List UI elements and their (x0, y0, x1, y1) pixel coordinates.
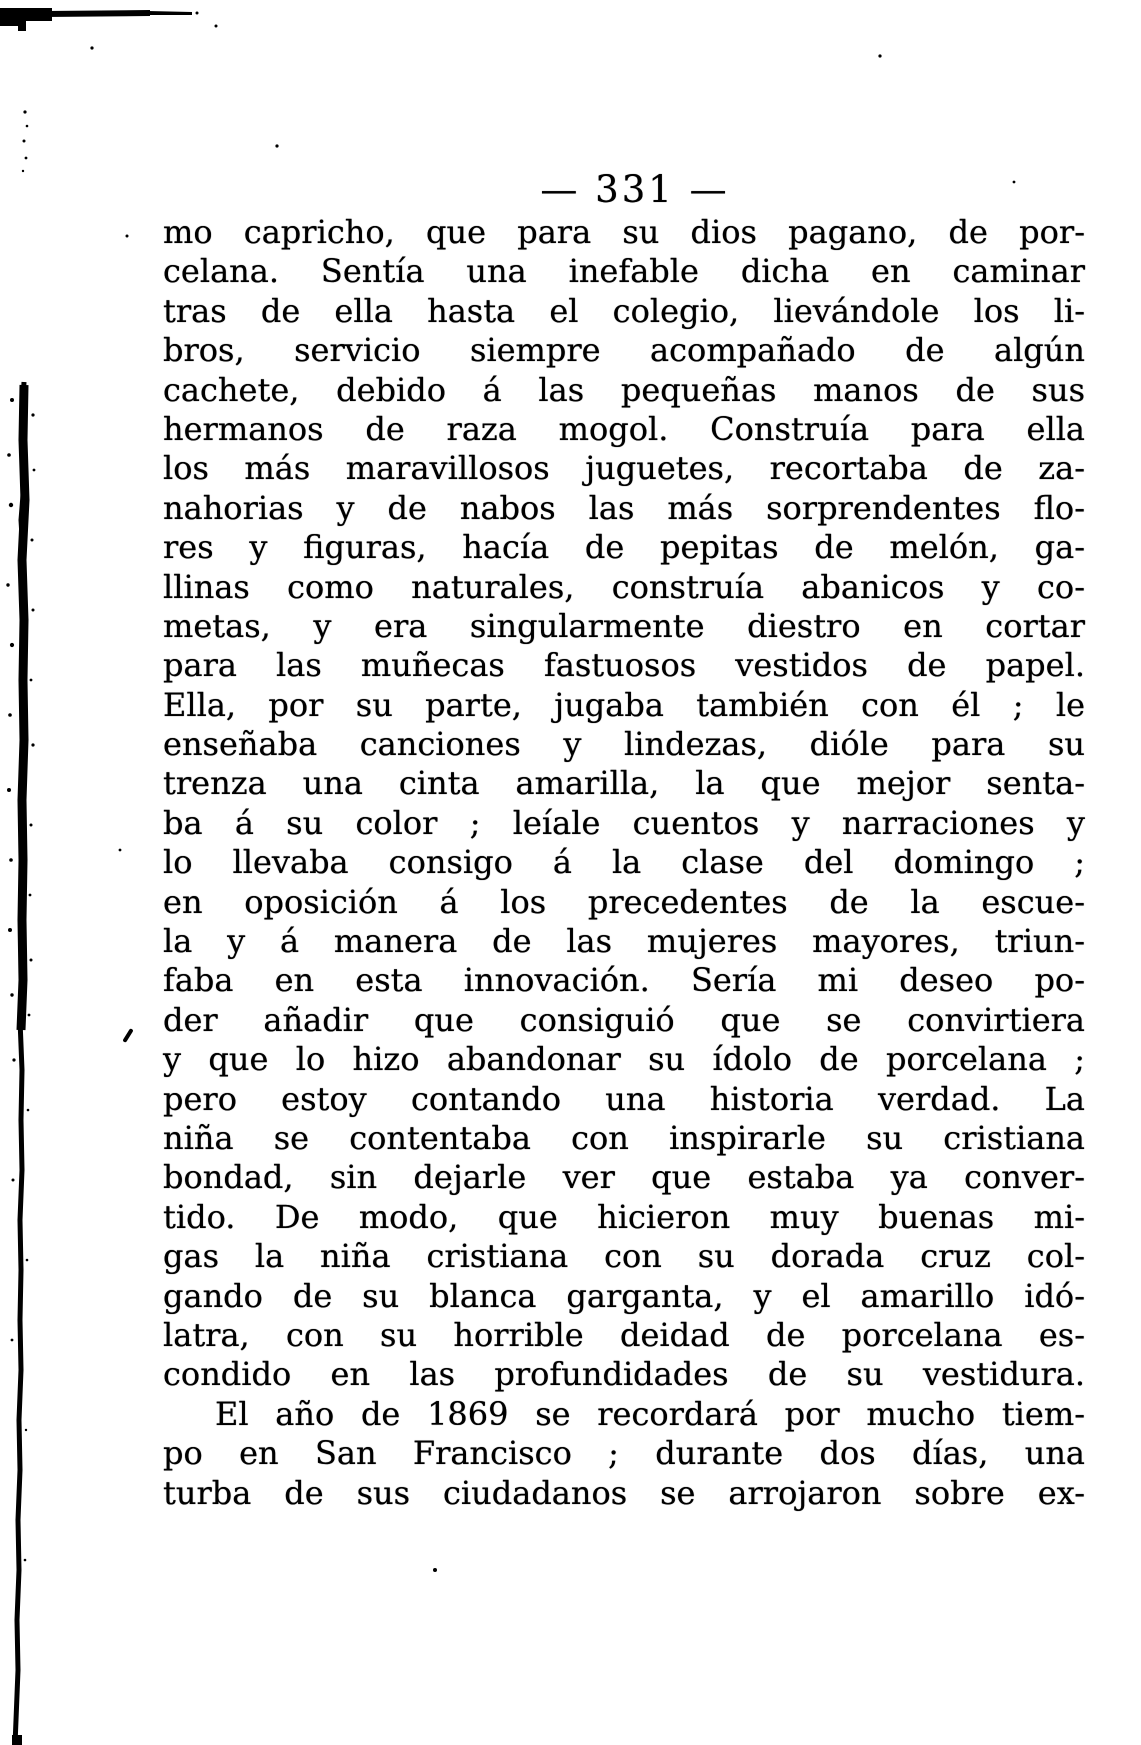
binding-shadow-artifact (6, 382, 35, 1745)
text-line: niña se contentaba con inspirarle su cristiana (163, 1118, 1085, 1157)
text-line: llinas como naturales, construía abanicos y co- (163, 567, 1085, 606)
text-line: Ella, por su parte, jugaba también con él ; le (163, 685, 1085, 724)
text-line: enseñaba canciones y lindezas, dióle para su (163, 725, 1085, 764)
text-line: metas, y era singularmente diestro en cortar (163, 606, 1085, 645)
text-line: en oposición á los precedentes de la escue- (163, 882, 1085, 921)
stray-apostrophe-mark (122, 1028, 133, 1043)
text-line: res y figuras, hacía de pepitas de melón, ga- (163, 528, 1085, 567)
text-line: gas la niña cristiana con su dorada cruz col- (163, 1237, 1085, 1276)
text-line: bros, servicio siempre acompañado de algún (163, 331, 1085, 370)
text-line: faba en esta innovación. Sería mi deseo po- (163, 961, 1085, 1000)
text-line: y que lo hizo abandonar su ídolo de porcelana ; (163, 1040, 1085, 1079)
text-line: El año de 1869 se recordará por mucho tiem- (215, 1394, 1085, 1433)
text-line: turba de sus ciudadanos se arrojaron sobre ex- (163, 1473, 1085, 1512)
text-line: mo capricho, que para su dios pagano, de por- (163, 213, 1085, 251)
text-line: los más maravillosos juguetes, recortaba de za- (163, 449, 1085, 488)
text-line: para las muñecas fastuosos vestidos de papel. (163, 646, 1085, 685)
text-line: trenza una cinta amarilla, la que mejor senta- (163, 764, 1085, 803)
text-line: gando de su blanca garganta, y el amarillo idó- (163, 1276, 1085, 1315)
text-line: la y á manera de las mujeres mayores, triun- (163, 922, 1085, 961)
text-block (163, 213, 1085, 1513)
text-line: pero estoy contando una historia verdad. La (163, 1079, 1085, 1118)
text-line: nahorias y de nabos las más sorprendentes flo- (163, 488, 1085, 527)
text-line: tras de ella hasta el colegio, lievándole los li- (163, 291, 1085, 330)
page-number: — 331 — (540, 168, 730, 211)
text-line: latra, con su horrible deidad de porcelana es- (163, 1315, 1085, 1354)
text-line: ba á su color ; leíale cuentos y narraciones y (163, 803, 1085, 842)
text-line: lo llevaba consigo á la clase del domingo ; (163, 843, 1085, 882)
top-left-ink-mark (0, 8, 218, 31)
text-line: po en San Francisco ; durante dos días, una (163, 1434, 1085, 1473)
text-line: der añadir que consiguió que se convirtiera (163, 1000, 1085, 1039)
text-line: hermanos de raza mogol. Construía para ella (163, 409, 1085, 448)
text-line: bondad, sin dejarle ver que estaba ya conver- (163, 1158, 1085, 1197)
text-line: celana. Sentía una inefable dicha en caminar (163, 252, 1085, 291)
text-line: tido. De modo, que hicieron muy buenas mi- (163, 1197, 1085, 1236)
text-line: cachete, debido á las pequeñas manos de sus (163, 370, 1085, 409)
text-line: condido en las profundidades de su vestidura. (163, 1355, 1085, 1394)
